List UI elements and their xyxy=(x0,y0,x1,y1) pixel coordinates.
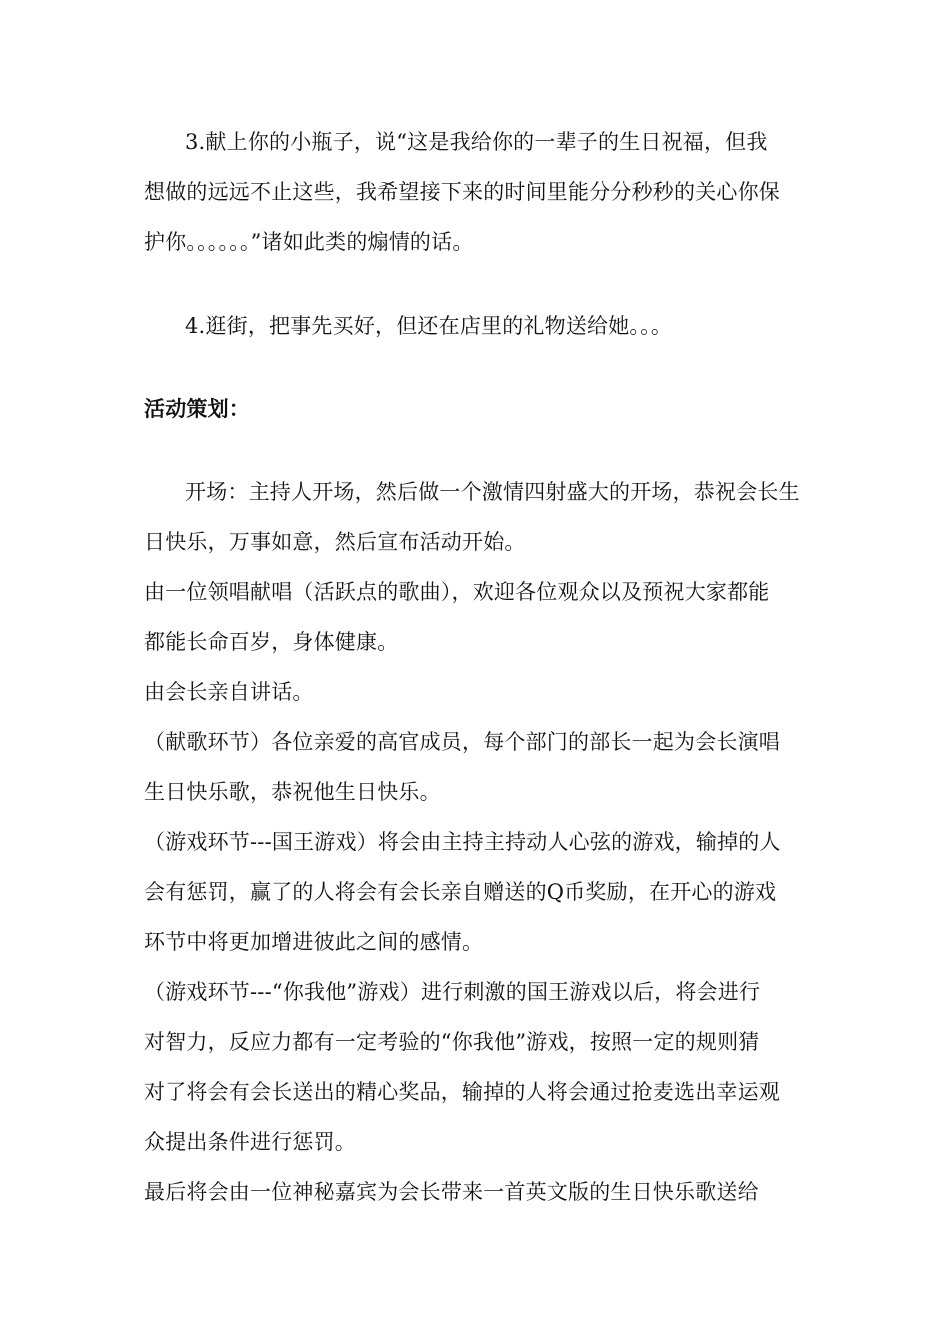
opening-line-1: 开场：主持人开场，然后做一个激情四射盛大的开场，恭祝会长生 xyxy=(185,480,800,504)
paragraph-3-line-1: 3.献上你的小瓶子，说“这是我给你的一辈子的生日祝福，但我 xyxy=(185,130,768,154)
section-heading: 活动策划： xyxy=(144,397,250,421)
song-line-1: 由一位领唱献唱（活跃点的歌曲），欢迎各位观众以及预祝大家都能 xyxy=(144,580,770,604)
king-game-line-2: 会有惩罚，赢了的人将会有会长亲自赠送的Q币奖励，在开心的游戏 xyxy=(144,880,777,904)
you-me-him-line-2: 对智力，反应力都有一定考验的“你我他”游戏，按照一定的规则猜 xyxy=(144,1030,760,1054)
king-game-line-1: （游戏环节---国王游戏）将会由主持主持动人心弦的游戏，输掉的人 xyxy=(144,830,781,854)
song-section-line-2: 生日快乐歌，恭祝他生日快乐。 xyxy=(144,780,441,804)
speech-line: 由会长亲自讲话。 xyxy=(144,680,314,704)
paragraph-4-line-1: 4.逛街，把事先买好，但还在店里的礼物送给她。。。 xyxy=(185,314,673,338)
you-me-him-line-4: 众提出条件进行惩罚。 xyxy=(144,1130,356,1154)
you-me-him-line-3: 对了将会有会长送出的精心奖品，输掉的人将会通过抢麦选出幸运观 xyxy=(144,1080,780,1104)
finale-line-1: 最后将会由一位神秘嘉宾为会长带来一首英文版的生日快乐歌送给 xyxy=(144,1180,759,1204)
paragraph-3-line-2: 想做的远远不止这些，我希望接下来的时间里能分分秒秒的关心你保 xyxy=(144,180,780,204)
you-me-him-line-1: （游戏环节---“你我他”游戏）进行刺激的国王游戏以后，将会进行 xyxy=(144,980,761,1004)
king-game-line-3: 环节中将更加增进彼此之间的感情。 xyxy=(144,930,484,954)
song-section-line-1: （献歌环节）各位亲爱的高官成员，每个部门的部长一起为会长演唱 xyxy=(144,730,780,754)
opening-line-2: 日快乐，万事如意，然后宣布活动开始。 xyxy=(144,530,526,554)
paragraph-3-line-3: 护你。。。。。。”诸如此类的煽情的话。 xyxy=(144,230,474,254)
song-line-2: 都能长命百岁，身体健康。 xyxy=(144,630,399,654)
